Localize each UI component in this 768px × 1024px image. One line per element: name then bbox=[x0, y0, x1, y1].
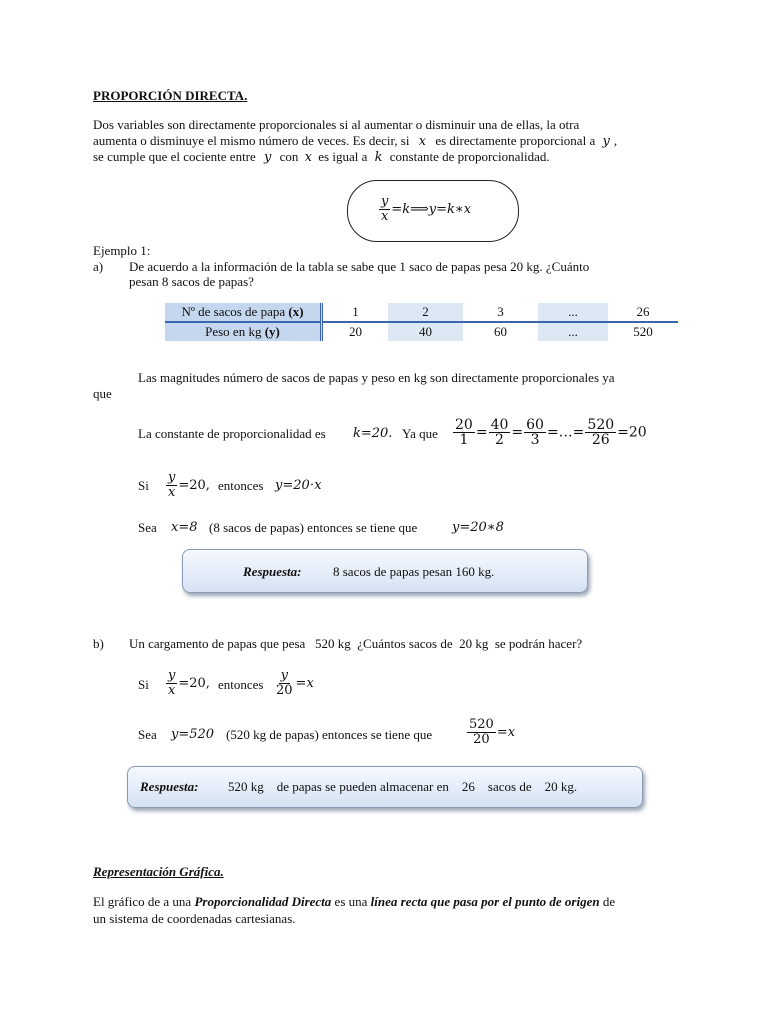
table-cell: 60 bbox=[494, 324, 507, 339]
main-formula: $\frac{y}{x}$ =k⟹y=k∗x bbox=[381, 194, 472, 224]
intro-line-1: Dos variables son directamente proporcionales si al aumentar o disminuir una de ellas, la otra bbox=[93, 117, 580, 132]
table-cell: 26 bbox=[636, 304, 650, 319]
answer-b-label: Respuesta: bbox=[140, 779, 199, 794]
intro-line-2: aumenta o disminuye el mismo número de veces. Es decir, si x es directamente proporcional a y , bbox=[93, 133, 618, 149]
si-a-then: entonces bbox=[218, 478, 264, 493]
intro-line-3: se cumple que el cociente entre y con x es igual a k constante de proporcionalidad. bbox=[93, 149, 550, 165]
si-b-equation-1: $\frac{y}{x}$ =20, bbox=[168, 668, 210, 698]
sea-b-text: (520 kg de papas) entonces se tiene que bbox=[226, 727, 433, 742]
table-cell: ... bbox=[538, 322, 608, 341]
answer-a-box bbox=[182, 549, 588, 593]
graph-heading: Representación Gráfica. bbox=[93, 864, 224, 879]
table-cell: 40 bbox=[388, 322, 463, 341]
sea-a-text: (8 sacos de papas) entonces se tiene que bbox=[209, 520, 418, 535]
si-a-equation: $\frac{y}{x}$ =20, bbox=[168, 470, 210, 500]
part-b-label: b) bbox=[93, 636, 104, 651]
sea-a-x: x=8 bbox=[171, 520, 198, 535]
constant-k: k=20. bbox=[353, 426, 393, 441]
table-header-x: Nº de sacos de papa (x) bbox=[165, 303, 322, 322]
table-header-y: Peso en kg (y) bbox=[165, 322, 322, 341]
sea-b-y: y=520 bbox=[171, 727, 215, 742]
answer-b-text: 520 kg de papas se pueden almacenar en 26 sacos de 20 kg. bbox=[228, 779, 578, 794]
si-b-label: Si bbox=[138, 677, 149, 692]
formula-box bbox=[347, 180, 519, 242]
answer-a-text: 8 sacos de papas pesan 160 kg. bbox=[333, 564, 495, 579]
example-heading: Ejemplo 1: bbox=[93, 243, 151, 258]
table-cell: ... bbox=[538, 303, 608, 322]
table-cell: 3 bbox=[497, 304, 504, 319]
table-row bbox=[165, 303, 678, 322]
graph-line-2: un sistema de coordenadas cartesianas. bbox=[93, 911, 296, 926]
part-a-text-1: De acuerdo a la información de la tabla se sabe que 1 saco de papas pesa 20 kg. ¿Cuánto bbox=[129, 259, 590, 274]
graph-line-1: El gráfico de a una Proporcionalidad Directa es una línea recta que pasa por el punto de origen de bbox=[93, 894, 616, 909]
si-a-label: Si bbox=[138, 478, 149, 493]
part-a-label: a) bbox=[93, 259, 104, 274]
part-b-text: Un cargamento de papas que pesa 520 kg ¿Cuántos sacos de 20 kg se podrán hacer? bbox=[129, 636, 583, 651]
part-a-text-2: pesan 8 sacos de papas? bbox=[129, 274, 254, 289]
sea-b-equation: $\frac{520}{20}$ =x bbox=[469, 717, 516, 747]
answer-a-label: Respuesta: bbox=[243, 564, 302, 579]
table-cell: 20 bbox=[349, 324, 362, 339]
si-a-result: y=20⋅x bbox=[275, 478, 322, 493]
sea-a-result: y=20∗8 bbox=[452, 520, 504, 535]
table-row bbox=[165, 322, 678, 341]
si-b-then: entonces bbox=[218, 677, 264, 692]
sea-b-label: Sea bbox=[138, 727, 157, 742]
magnitudes-line-2: que bbox=[93, 386, 112, 401]
magnitudes-line-1: Las magnitudes número de sacos de papas y peso en kg son directamente proporcionales ya bbox=[138, 370, 615, 385]
constant-equation: $\frac{20}{1}$ = $\frac{40}{2}$ = $\frac{60}{3}$ =…= $\frac{520}{26}$ =20 bbox=[455, 417, 647, 448]
data-table bbox=[165, 303, 678, 341]
table-cell: 2 bbox=[388, 303, 463, 322]
page-title: PROPORCIÓN DIRECTA. bbox=[93, 88, 248, 103]
si-b-equation-2: $\frac{y}{20}$ =x bbox=[276, 668, 314, 698]
answer-b-box bbox=[127, 766, 643, 808]
sea-a-label: Sea bbox=[138, 520, 157, 535]
constant-ya-que: Ya que bbox=[402, 426, 438, 441]
table-cell: 520 bbox=[633, 324, 653, 339]
constant-text: La constante de proporcionalidad es bbox=[138, 426, 326, 441]
table-cell: 1 bbox=[352, 304, 359, 319]
